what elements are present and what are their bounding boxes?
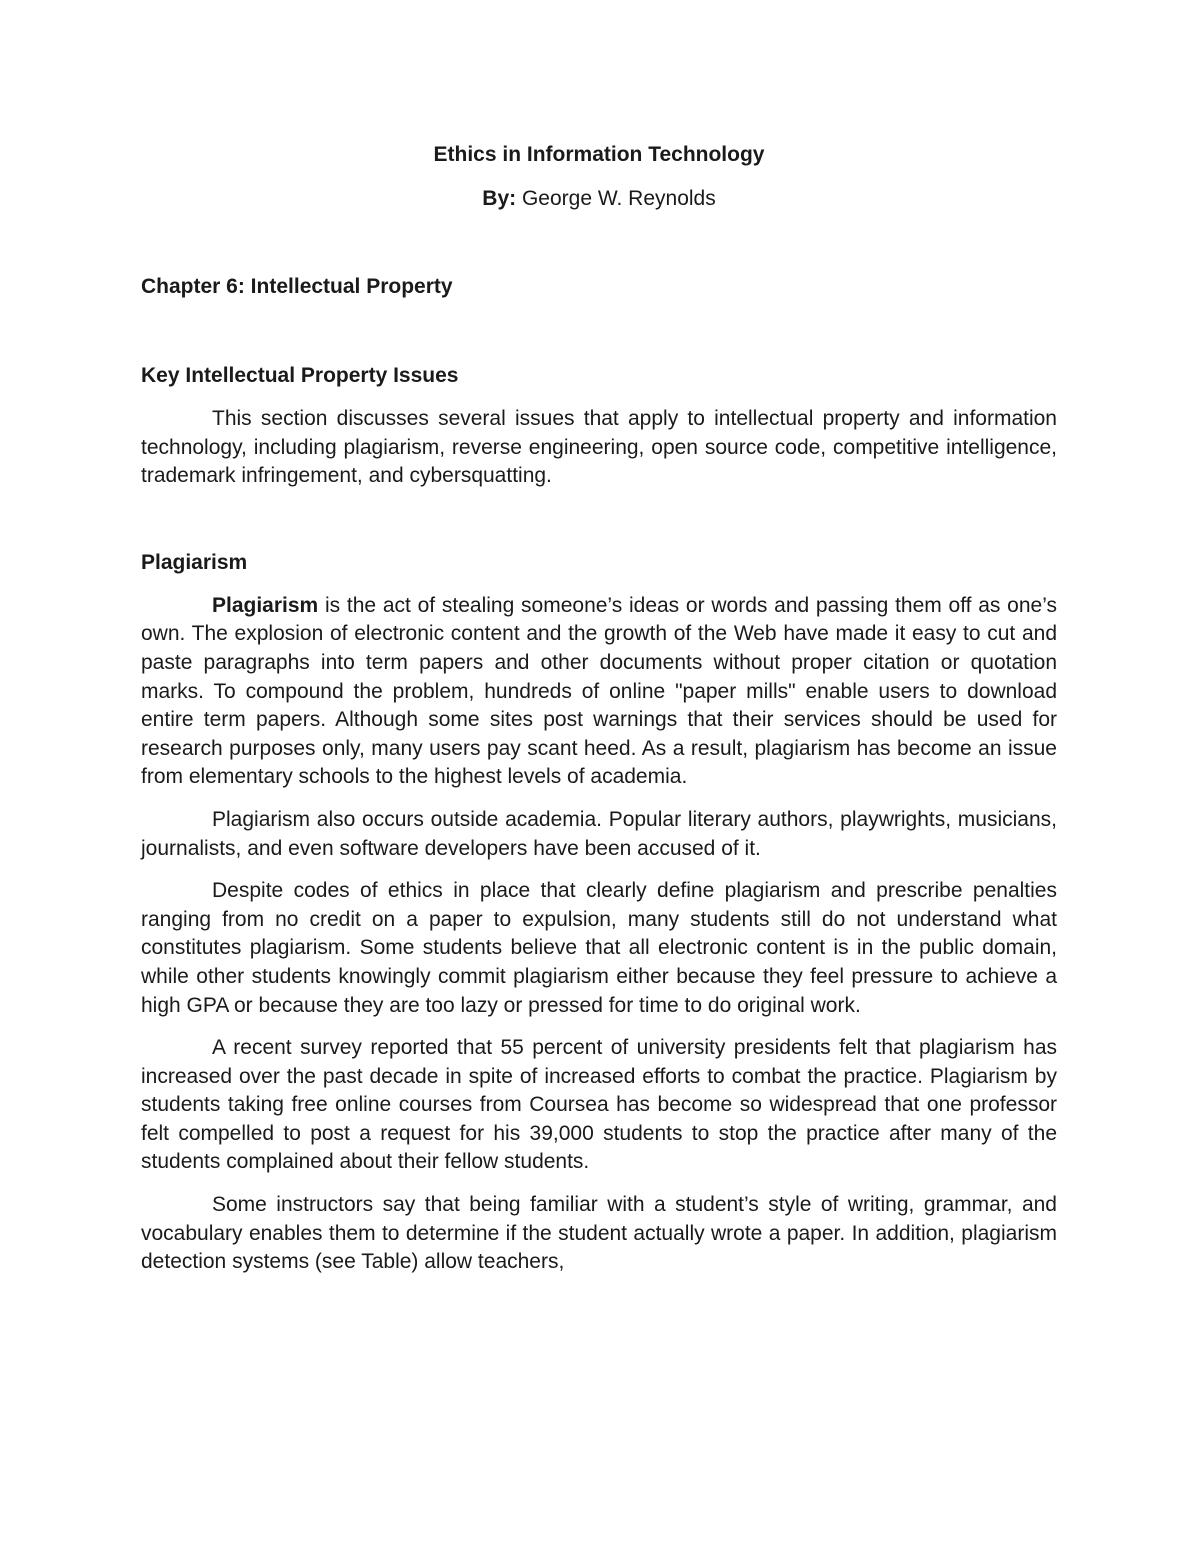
paragraph: This section discusses several issues that apply to intellectual property and information technology, including plagiarism, reverse engineering, open source code, competitive intelligence, trademark infringement, and cybersquatting. xyxy=(141,407,1057,488)
section-heading-key-ip-issues: Key Intellectual Property Issues xyxy=(141,364,459,387)
paragraph: Despite codes of ethics in place that clearly define plagiarism and prescribe penalties ranging from no credit on a paper to expulsion, many students still do not understand what constitutes plagiarism. Some students believe that all electronic content is in the public domain, while other students knowingly commit plagiarism either because they feel pressure to achieve a high GPA or because they are too lazy or pressed for time to do original work. xyxy=(141,879,1057,1017)
section-heading-plagiarism: Plagiarism xyxy=(141,550,248,574)
document-title: Ethics in Information Technology xyxy=(433,143,765,166)
page-content xyxy=(141,140,1057,1277)
paragraph: Plagiarism also occurs outside academia. Popular literary authors, playwrights, musicians, journalists, and even software developers have been accused of it. xyxy=(141,807,1057,860)
paragraph: A recent survey reported that 55 percent of university presidents felt that plagiarism has increased over the past decade in spite of increased efforts to combat the practice. Plagiarism by students taking free online courses from Coursea has become so widespread that one professor felt compelled to post a request for his 39,000 students to stop the practice after many of the students complained about their fellow students. xyxy=(141,1036,1057,1174)
paragraph-plagiarism-definition xyxy=(141,592,1057,792)
byline-author: George W. Reynolds xyxy=(516,187,716,210)
byline xyxy=(141,184,1057,214)
definition-text: is the act of stealing someone’s ideas or words and passing them off as one’s own. The explosion of electronic content and the growth of the Web have made it easy to cut and paste paragraphs into term papers and other documents without proper citation or quotation marks. To compound the problem, hundreds of online "paper mills" enable users to download entire term papers. Although some sites post warnings that their services should be used for research purposes only, many users pay scant heed. As a result, plagiarism has become an issue from elementary schools to the highest levels of academia. xyxy=(141,593,1057,789)
paragraph: Some instructors say that being familiar with a student’s style of writing, grammar, and vocabulary enables them to determine if the student actually wrote a paper. In addition, plagiarism detection systems (see Table) allow teachers, xyxy=(141,1193,1057,1274)
byline-label: By: xyxy=(482,187,517,210)
chapter-heading: Chapter 6: Intellectual Property xyxy=(141,275,453,298)
term-plagiarism: Plagiarism xyxy=(212,593,319,617)
